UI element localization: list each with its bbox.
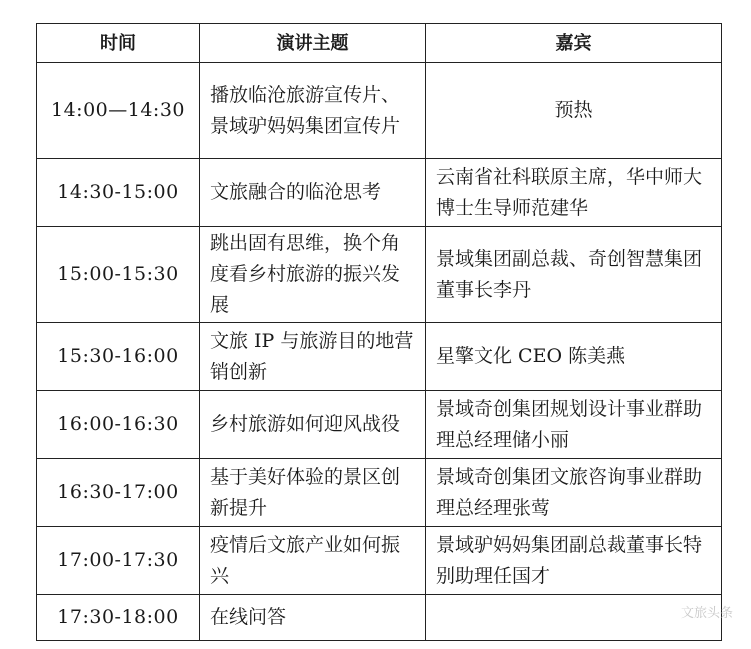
guest-cell — [426, 595, 722, 641]
topic-cell: 乡村旅游如何迎风战役 — [200, 391, 426, 459]
time-cell: 15:00-15:30 — [37, 227, 200, 323]
topic-cell: 文旅融合的临沧思考 — [200, 159, 426, 227]
table-row — [37, 159, 722, 227]
guest-cell: 景域驴妈妈集团副总裁董事长特别助理任国才 — [426, 527, 722, 595]
table-row — [37, 227, 722, 323]
watermark: 文旅头条 — [680, 606, 733, 621]
header-time: 时间 — [37, 24, 200, 63]
time-cell: 16:30-17:00 — [37, 459, 200, 527]
header-guest: 嘉宾 — [426, 24, 722, 63]
topic-cell: 疫情后文旅产业如何振兴 — [200, 527, 426, 595]
table-row — [37, 595, 722, 641]
guest-cell: 星擎文化 CEO 陈美燕 — [426, 323, 722, 391]
topic-cell: 基于美好体验的景区创新提升 — [200, 459, 426, 527]
topic-cell: 在线问答 — [200, 595, 426, 641]
table-row — [37, 323, 722, 391]
topic-cell: 跳出固有思维，换个角度看乡村旅游的振兴发展 — [200, 227, 426, 323]
time-cell: 17:00-17:30 — [37, 527, 200, 595]
time-cell: 14:30-15:00 — [37, 159, 200, 227]
topic-cell: 文旅 IP 与旅游目的地营销创新 — [200, 323, 426, 391]
guest-cell: 预热 — [426, 63, 722, 159]
guest-cell: 景域奇创集团规划设计事业群助理总经理储小丽 — [426, 391, 722, 459]
time-cell: 17:30-18:00 — [37, 595, 200, 641]
guest-cell: 景域奇创集团文旅咨询事业群助理总经理张莺 — [426, 459, 722, 527]
schedule-table — [36, 23, 722, 641]
time-cell: 14:00—14:30 — [37, 63, 200, 159]
table-row — [37, 63, 722, 159]
header-topic: 演讲主题 — [200, 24, 426, 63]
topic-cell: 播放临沧旅游宣传片、景域驴妈妈集团宣传片 — [200, 63, 426, 159]
table-row — [37, 459, 722, 527]
table-row — [37, 527, 722, 595]
header-row — [37, 24, 722, 63]
guest-cell: 景域集团副总裁、奇创智慧集团董事长李丹 — [426, 227, 722, 323]
guest-cell: 云南省社科联原主席，华中师大博士生导师范建华 — [426, 159, 722, 227]
time-cell: 15:30-16:00 — [37, 323, 200, 391]
time-cell: 16:00-16:30 — [37, 391, 200, 459]
table-row — [37, 391, 722, 459]
